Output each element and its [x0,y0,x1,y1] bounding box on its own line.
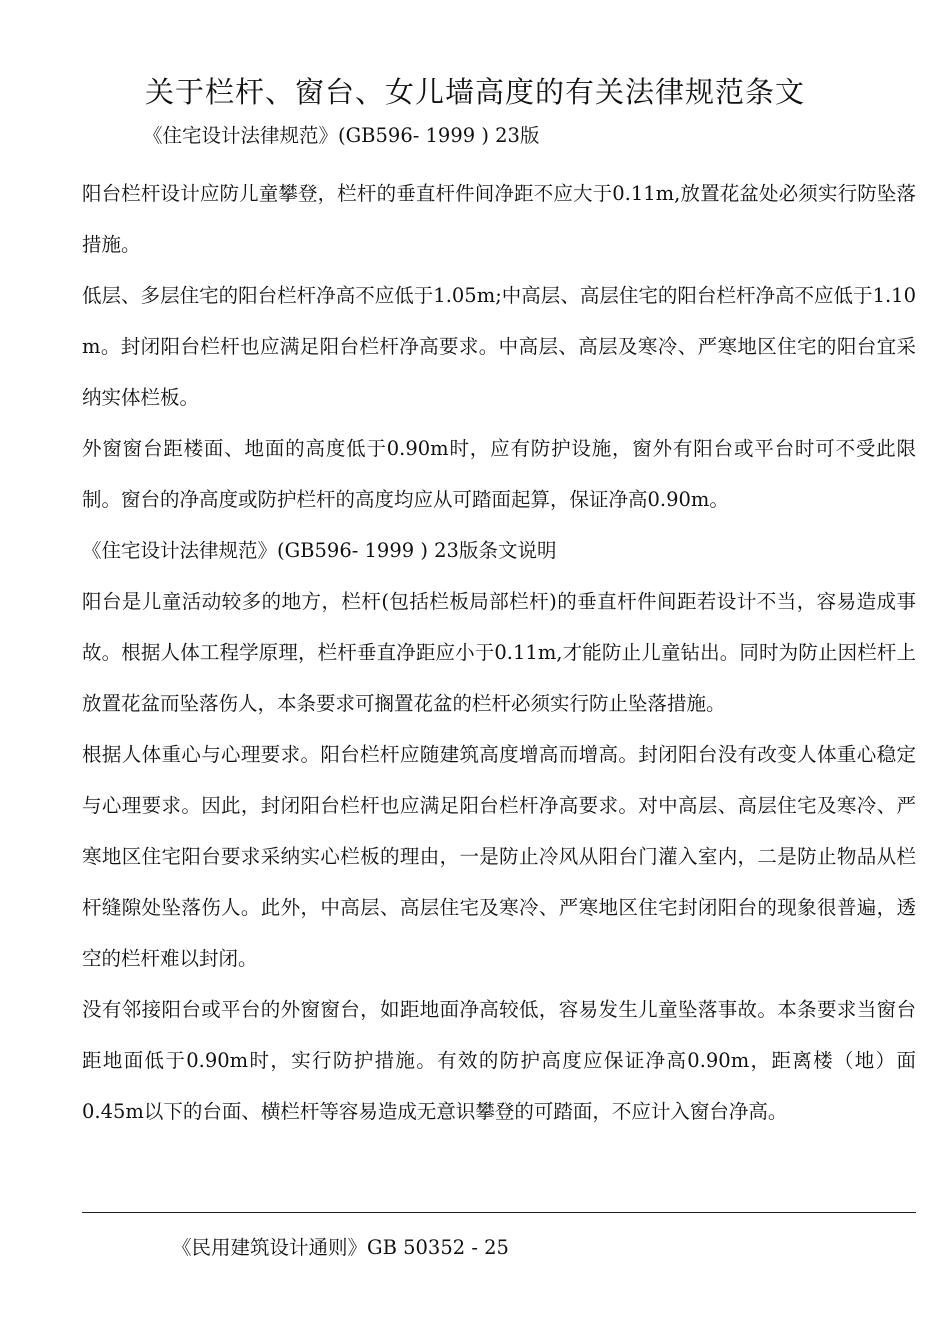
section-heading-explanation: 《住宅设计法律规范》(GB596- 1999 ) 23版条文说明 [82,539,557,562]
paragraph-railing-height: 低层、多层住宅的阳台栏杆净高不应低于1.05m;中高层、高层住宅的阳台栏杆净高不应低于1.10 m。封闭阳台栏杆也应满足阳台栏杆净高要求。中高层、高层及寒冷、严寒地区住宅的阳台宜采纳实体栏板。 [82,284,916,409]
paragraph-explanation-height: 根据人体重心与心理要求。阳台栏杆应随建筑高度增高而增高。封闭阳台没有改变人体重心稳定与心理要求。因此，封闭阳台栏杆也应满足阳台栏杆净高要求。对中高层、高层住宅及寒冷、严寒地区住宅阳台要求采纳实心栏板的理由，一是防止冷风从阳台门灌入室内，二是防止物品从栏杆缝隙处坠落伤人。此外，中高层、高层住宅及寒冷、严寒地区住宅封闭阳台的现象很普遍，透空的栏杆难以封闭。 [82,743,916,970]
horizontal-divider [82,1212,916,1213]
document-title: 关于栏杆、窗台、女儿墙高度的有关法律规范条文 [144,75,805,109]
document-subtitle: 《住宅设计法律规范》(GB596- 1999 ) 23版 [143,124,540,147]
document-body [82,168,916,1137]
paragraph-explanation-railing: 阳台是儿童活动较多的地方，栏杆(包括栏板局部栏杆)的垂直杆件间距若设计不当，容易造成事故。根据人体工程学原理，栏杆垂直净距应小于0.11m,才能防止儿童钻出。同时为防止因栏杆上放置花盆而坠落伤人，本条要求可搁置花盆的栏杆必须实行防止坠落措施。 [82,590,916,715]
paragraph-window-sill: 外窗窗台距楼面、地面的高度低于0.90m时，应有防护设施，窗外有阳台或平台时可不受此限制。窗台的净高度或防护栏杆的高度均应从可踏面起算，保证净高0.90m。 [82,437,916,511]
paragraph-balcony-railing: 阳台栏杆设计应防儿童攀登，栏杆的垂直杆件间净距不应大于0.11m,放置花盆处必须实行防坠落措施。 [82,182,916,256]
paragraph-explanation-window: 没有邻接阳台或平台的外窗窗台，如距地面净高较低，容易发生儿童坠落事故。本条要求当窗台距地面低于0.90m时，实行防护措施。有效的防护高度应保证净高0.90m，距离楼（地）面0.45m以下的台面、横栏杆等容易造成无意识攀登的可踏面，不应计入窗台净高。 [82,998,916,1123]
footer-reference: 《民用建筑设计通则》GB 50352 - 25 [172,1236,509,1259]
